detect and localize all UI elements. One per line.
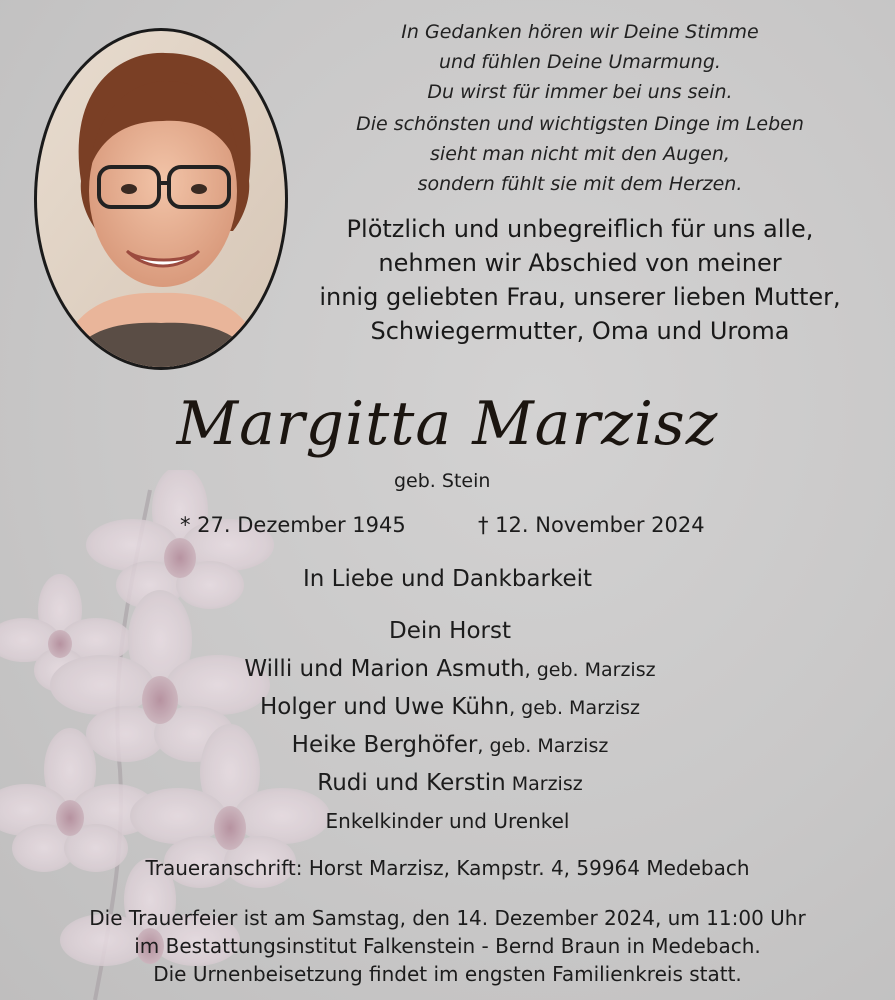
mourner-name: Heike Berghöfer: [291, 732, 478, 758]
poem-line: Du wirst für immer bei uns sein.: [427, 81, 733, 103]
announcement-line: innig geliebten Frau, unserer lieben Mutter,: [319, 283, 841, 311]
mourner-row: [140, 726, 760, 764]
poem-line: und fühlen Deine Umarmung.: [439, 51, 721, 73]
ceremony-info: [0, 904, 895, 988]
ceremony-line: im Bestattungsinstitut Falkenstein - Bernd Braun in Medebach.: [134, 934, 761, 958]
mourners-list: [140, 612, 760, 802]
mourner-row: [140, 612, 760, 650]
announcement-line: Plötzlich und unbegreiflich für uns alle,: [346, 215, 814, 243]
mourner-row: [140, 764, 760, 802]
poem-stanza-1: [300, 17, 860, 107]
death-date: † 12. November 2024: [478, 513, 705, 537]
grandchildren-line: Enkelkinder und Urenkel: [325, 809, 570, 833]
mourner-suffix: Marzisz: [505, 773, 583, 795]
poem-line: In Gedanken hören wir Deine Stimme: [401, 21, 759, 43]
ceremony-line: Die Trauerfeier ist am Samstag, den 14. Dezember 2024, um 11:00 Uhr: [89, 906, 806, 930]
mourner-suffix: , geb. Marzisz: [477, 735, 609, 757]
born-name: geb. Stein: [394, 470, 491, 492]
announcement-line: nehmen wir Abschied von meiner: [378, 249, 782, 277]
mourner-name: Dein Horst: [389, 618, 511, 644]
announcement-line: Schwiegermutter, Oma und Uroma: [370, 317, 790, 345]
announcement-text: [290, 212, 870, 348]
birth-date: * 27. Dezember 1945: [180, 513, 406, 537]
mourner-name: Willi und Marion Asmuth: [244, 656, 525, 682]
portrait-photo-image: [37, 31, 285, 367]
mourning-address: Traueranschrift: Horst Marzisz, Kampstr. 4, 59964 Medebach: [145, 856, 750, 880]
mourner-name: Rudi und Kerstin: [317, 770, 506, 796]
mourner-suffix: , geb. Marzisz: [524, 659, 656, 681]
poem-line: Die schönsten und wichtigsten Dinge im Leben: [356, 113, 804, 135]
mourner-name: Holger und Uwe Kühn: [259, 694, 510, 720]
mourner-row: [140, 688, 760, 726]
poem-stanza-2: [300, 109, 860, 199]
dedication-line: In Liebe und Dankbarkeit: [302, 566, 593, 592]
deceased-name: Margitta Marzisz: [176, 389, 719, 459]
poem-line: sieht man nicht mit den Augen,: [430, 143, 730, 165]
portrait-frame: [34, 28, 288, 370]
poem-line: sondern fühlt sie mit dem Herzen.: [417, 173, 743, 195]
mourner-suffix: , geb. Marzisz: [509, 697, 641, 719]
ceremony-line: Die Urnenbeisetzung findet im engsten Familienkreis statt.: [153, 962, 742, 986]
mourner-row: [140, 650, 760, 688]
